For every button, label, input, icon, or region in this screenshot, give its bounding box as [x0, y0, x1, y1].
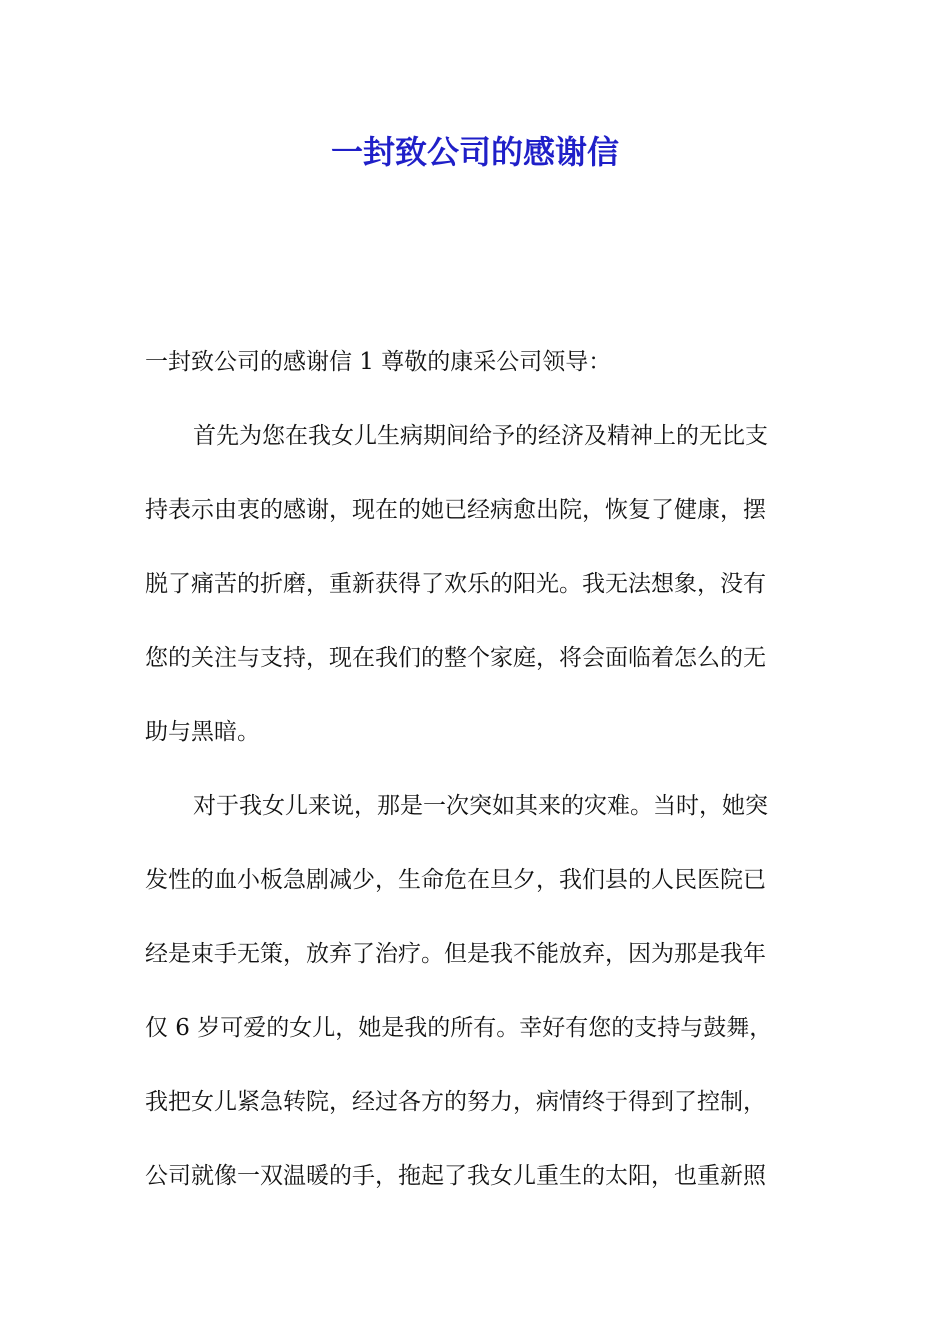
- paragraph-2-line-3: 经是束手无策，放弃了治疗。但是我不能放弃，因为那是我年: [145, 941, 766, 967]
- paragraph-2-line-1: 对于我女儿来说，那是一次突如其来的灾难。当时，她突: [193, 793, 768, 819]
- paragraph-1-line-5: 助与黑暗。: [145, 719, 260, 745]
- salutation-line: 一封致公司的感谢信 1 尊敬的康采公司领导：: [145, 349, 612, 375]
- paragraph-2-line-4: 仅 6 岁可爱的女儿，她是我的所有。幸好有您的支持与鼓舞，: [145, 1015, 773, 1041]
- paragraph-1-line-3: 脱了痛苦的折磨，重新获得了欢乐的阳光。我无法想象，没有: [145, 571, 766, 597]
- paragraph-1-line-2: 持表示由衷的感谢，现在的她已经病愈出院，恢复了健康，摆: [145, 497, 766, 523]
- paragraph-2-line-2: 发性的血小板急剧减少，生命危在旦夕，我们县的人民医院已: [145, 867, 766, 893]
- paragraph-1-line-1: 首先为您在我女儿生病期间给予的经济及精神上的无比支: [193, 423, 768, 449]
- paragraph-1-line-4: 您的关注与支持，现在我们的整个家庭，将会面临着怎么的无: [145, 645, 766, 671]
- paragraph-2-line-6: 公司就像一双温暖的手，拖起了我女儿重生的太阳，也重新照: [145, 1163, 766, 1189]
- document-title: 一封致公司的感谢信: [330, 133, 619, 171]
- paragraph-2-line-5: 我把女儿紧急转院，经过各方的努力，病情终于得到了控制，: [145, 1089, 766, 1115]
